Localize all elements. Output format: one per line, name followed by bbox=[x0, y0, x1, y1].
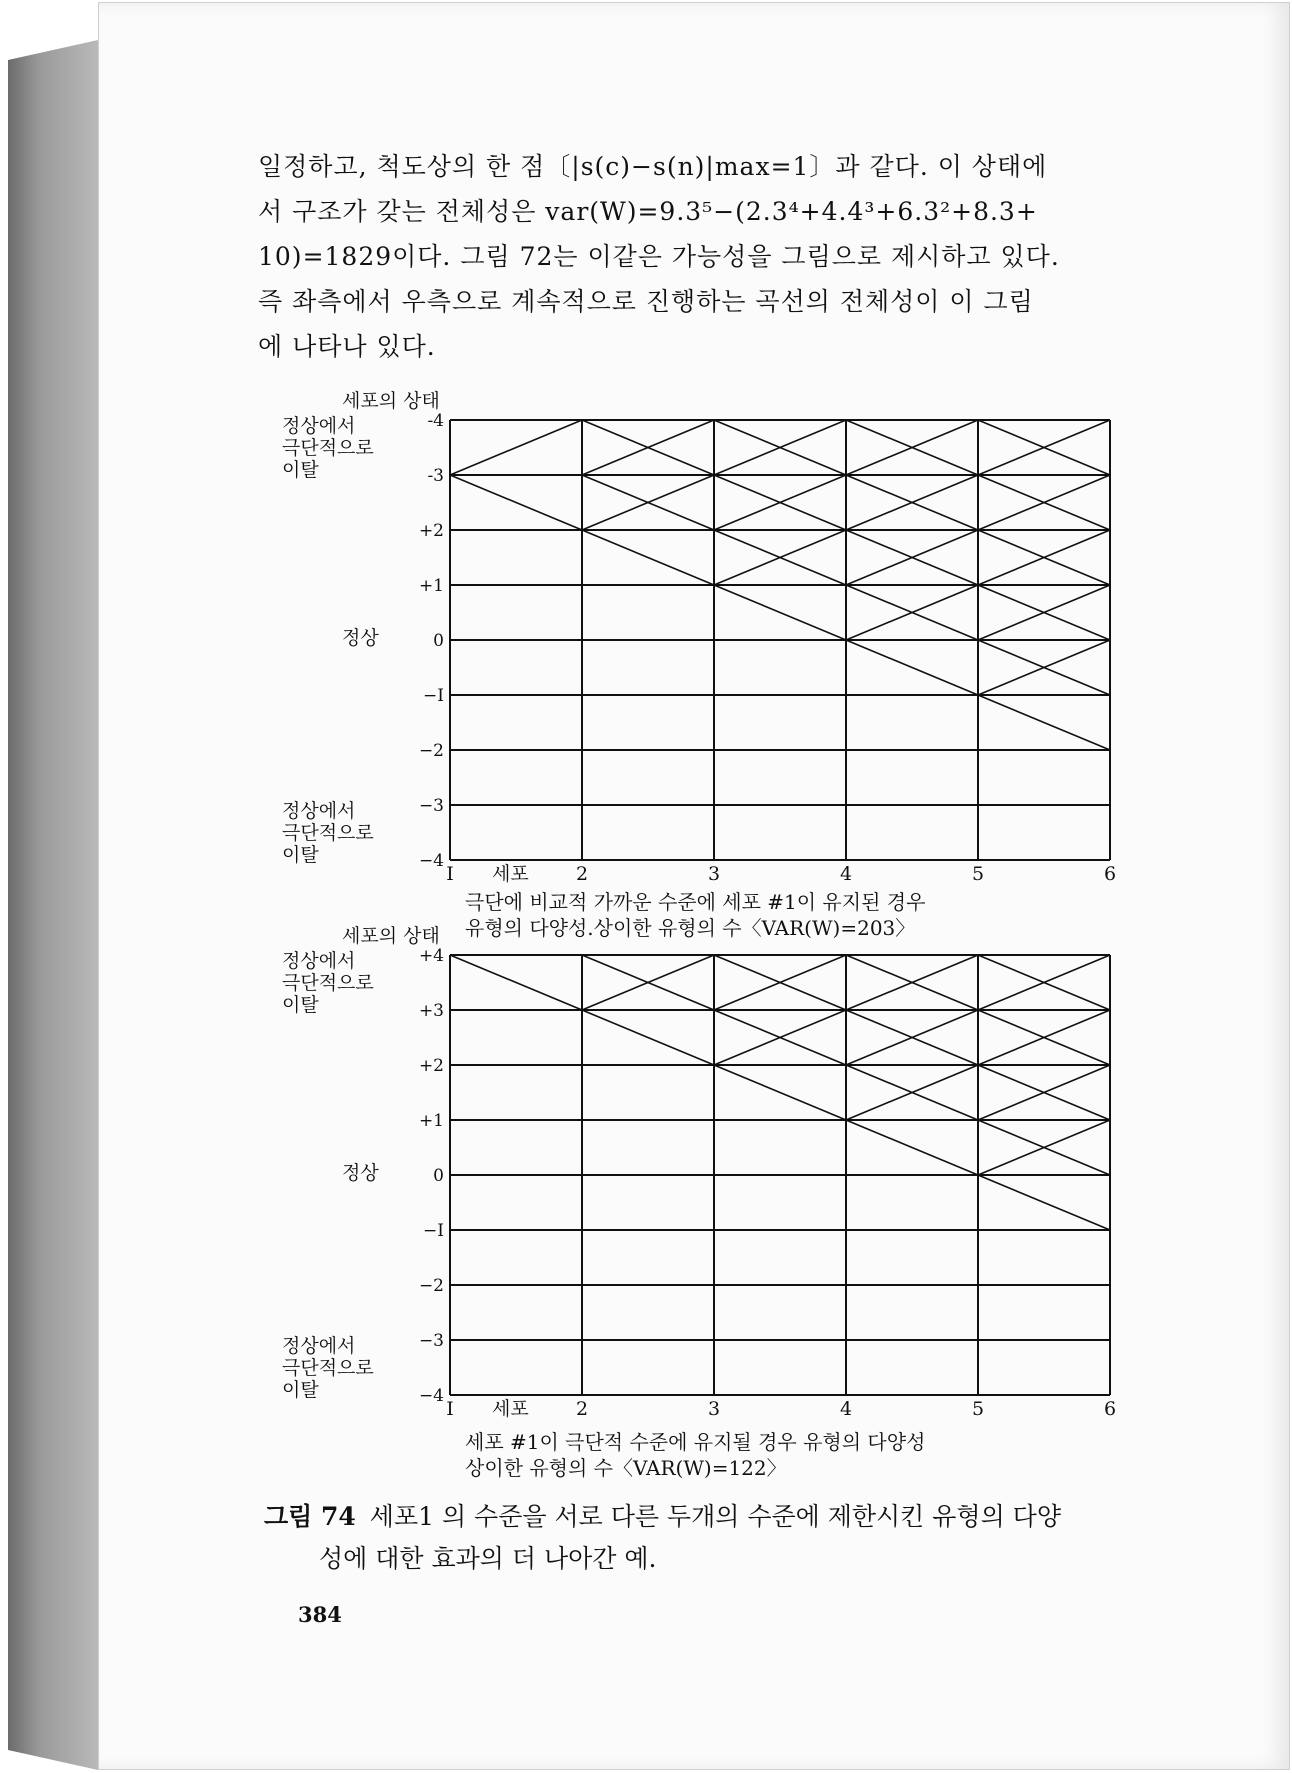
y-tick-label: +2 bbox=[418, 521, 444, 541]
y-tick-label: +1 bbox=[418, 1111, 444, 1131]
chart-2-caption-line-1: 세포 #1이 극단적 수준에 유지될 경우 유형의 다양성 bbox=[465, 1430, 926, 1454]
y-tick-label: −I bbox=[423, 1221, 444, 1241]
path-segment bbox=[978, 1175, 1110, 1230]
x-axis-label: 세포 bbox=[492, 863, 529, 885]
path-segment bbox=[846, 640, 978, 695]
paragraph-line: 즉 좌측에서 우측으로 계속적으로 진행하는 곡선의 전체성이 이 그림 bbox=[258, 287, 1034, 316]
y-tick-label: −2 bbox=[418, 1276, 444, 1296]
x-tick-label: 4 bbox=[839, 863, 853, 885]
chart-1-caption-line-2: 유형의 다양성.상이한 유형의 수〈VAR(W)=203〉 bbox=[465, 916, 916, 940]
x-tick-label: 5 bbox=[971, 1398, 985, 1420]
path-segment bbox=[582, 1010, 714, 1065]
x-tick-label: I bbox=[446, 863, 454, 885]
x-axis-label: 세포 bbox=[492, 1398, 529, 1420]
y-tick-label: −4 bbox=[418, 851, 444, 871]
chart-2 bbox=[270, 925, 1130, 1455]
y-label-mid: 정상 bbox=[342, 627, 379, 649]
y-tick-label: +4 bbox=[418, 946, 444, 966]
y-label-bottom: 정상에서 극단적으로 이탈 bbox=[282, 1335, 374, 1401]
path-segment bbox=[714, 1065, 846, 1120]
path-segment bbox=[450, 475, 582, 530]
chart-title: 세포의 상태 bbox=[342, 925, 440, 947]
figure-caption bbox=[264, 1496, 1164, 1580]
y-tick-label: −3 bbox=[418, 796, 444, 816]
x-tick-label: 4 bbox=[839, 1398, 853, 1420]
y-tick-label: +1 bbox=[418, 576, 444, 596]
path-segment bbox=[846, 1120, 978, 1175]
y-tick-label: −I bbox=[423, 686, 444, 706]
chart-title: 세포의 상태 bbox=[342, 390, 440, 412]
path-segment bbox=[978, 695, 1110, 750]
figure-caption-text: 세포1 의 수준을 서로 다른 두개의 수준에 제한시킨 유형의 다양 bbox=[369, 1502, 1061, 1531]
path-segment bbox=[582, 530, 714, 585]
paragraph-line: 에 나타나 있다. bbox=[258, 332, 436, 361]
y-tick-label: -3 bbox=[427, 466, 444, 486]
y-tick-label: 0 bbox=[433, 1166, 444, 1186]
path-segment bbox=[450, 420, 582, 475]
page-number: 384 bbox=[298, 1602, 342, 1627]
y-tick-label: 0 bbox=[433, 631, 444, 651]
y-tick-label: −3 bbox=[418, 1331, 444, 1351]
y-tick-label: −4 bbox=[418, 1386, 444, 1406]
y-tick-label: +3 bbox=[418, 1001, 444, 1021]
chart-1-plot bbox=[270, 390, 1130, 920]
y-label-mid: 정상 bbox=[342, 1162, 379, 1184]
chart-2-plot bbox=[270, 925, 1130, 1455]
y-label-bottom: 정상에서 극단적으로 이탈 bbox=[282, 800, 374, 866]
paragraph-line: 일정하고, 척도상의 한 점〔|s(c)−s(n)|max=1〕과 같다. 이 상태에 bbox=[258, 152, 1048, 181]
y-tick-label: −2 bbox=[418, 741, 444, 761]
paragraph-line: 서 구조가 갖는 전체성은 var(W)=9.3⁵−(2.3⁴+4.4³+6.3²+8.3+ bbox=[258, 197, 1038, 226]
x-tick-label: I bbox=[446, 1398, 454, 1420]
body-paragraph bbox=[258, 144, 1158, 369]
paragraph-line: 10)=1829이다. 그림 72는 이같은 가능성을 그림으로 제시하고 있다. bbox=[258, 242, 1060, 271]
x-tick-label: 6 bbox=[1103, 1398, 1117, 1420]
chart-1 bbox=[270, 390, 1130, 920]
path-segment bbox=[450, 955, 582, 1010]
figure-number: 그림 74 bbox=[264, 1502, 356, 1531]
y-tick-label: +2 bbox=[418, 1056, 444, 1076]
x-tick-label: 3 bbox=[707, 863, 721, 885]
chart-2-caption-line-2: 상이한 유형의 수〈VAR(W)=122〉 bbox=[465, 1456, 787, 1480]
x-tick-label: 2 bbox=[575, 1398, 589, 1420]
y-label-top: 정상에서 극단적으로 이탈 bbox=[282, 415, 374, 481]
figure-caption-continuation: 성에 대한 효과의 더 나아간 예. bbox=[319, 1544, 657, 1573]
x-tick-label: 2 bbox=[575, 863, 589, 885]
y-tick-label: -4 bbox=[427, 411, 444, 431]
figure-caption-line bbox=[264, 1496, 1164, 1538]
x-tick-label: 6 bbox=[1103, 863, 1117, 885]
path-segment bbox=[714, 585, 846, 640]
x-tick-label: 3 bbox=[707, 1398, 721, 1420]
book-spine-edge bbox=[8, 40, 98, 1770]
x-tick-label: 5 bbox=[971, 863, 985, 885]
chart-1-caption-line-1: 극단에 비교적 가까운 수준에 세포 #1이 유지된 경우 bbox=[465, 890, 926, 914]
y-label-top: 정상에서 극단적으로 이탈 bbox=[282, 950, 374, 1016]
